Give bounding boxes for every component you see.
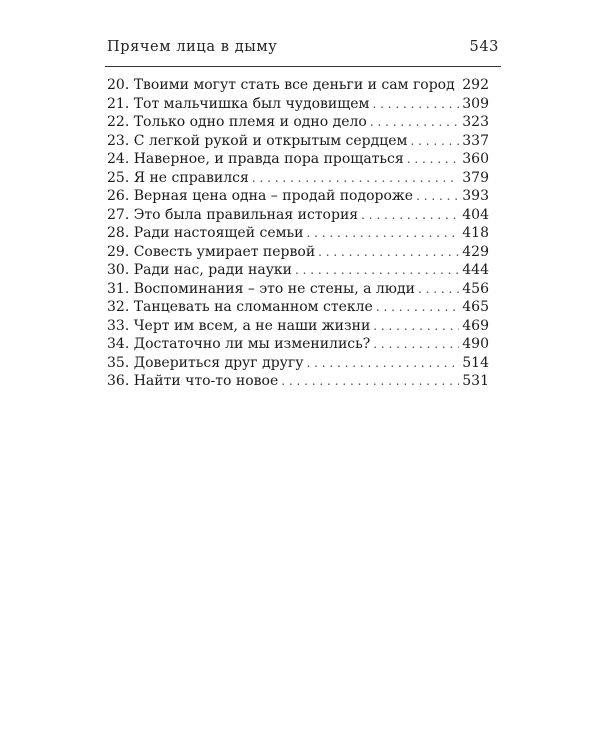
toc-entry	[107, 76, 489, 95]
toc-entry-title: 25. Я не справился	[107, 169, 249, 186]
toc-entry	[107, 187, 489, 206]
toc-entry	[107, 150, 489, 169]
toc-entry-title: 20. Твоими могут стать все деньги и сам город	[107, 77, 455, 93]
toc-entry-title: 22. Только одно племя и одно дело	[107, 114, 367, 130]
toc-entry-title: 32. Танцевать на сломанном стекле	[107, 299, 373, 315]
dot-leader	[376, 298, 459, 317]
toc-entry	[107, 335, 489, 354]
toc-entry-page: 360	[462, 151, 489, 167]
dot-leader	[306, 224, 459, 243]
dot-leader	[318, 243, 459, 262]
toc-entry-title: 30. Ради нас, ради науки	[107, 262, 293, 278]
toc-entry-page: 490	[462, 336, 489, 352]
toc-entry-title: 33. Черт им всем, а не наши жизни	[107, 317, 371, 334]
toc-entry	[107, 95, 489, 114]
toc-entry-title: 35. Довериться друг другу	[107, 354, 304, 371]
toc-entry	[107, 113, 489, 132]
toc-entry-title: 21. Тот мальчишка был чудовищем	[107, 95, 370, 112]
toc-entry	[107, 354, 489, 373]
toc-entry	[107, 261, 489, 280]
toc-entry-page: 404	[462, 206, 489, 223]
toc-entry-title: 23. С легкой рукой и открытым сердцем	[107, 132, 408, 149]
dot-leader	[416, 187, 459, 206]
toc-entry	[107, 372, 489, 391]
toc-entry-page: 429	[462, 243, 489, 260]
dot-leader	[370, 113, 459, 132]
dot-leader	[281, 372, 459, 391]
table-of-contents	[107, 76, 489, 391]
dot-leader	[458, 76, 460, 95]
dot-leader	[361, 206, 459, 225]
dot-leader	[410, 132, 459, 151]
dot-leader	[295, 261, 459, 280]
toc-entry	[107, 206, 489, 225]
running-head	[107, 39, 499, 61]
toc-entry-page: 418	[462, 225, 489, 241]
dot-leader	[418, 280, 459, 299]
toc-entry-page: 514	[462, 354, 489, 371]
dot-leader	[306, 354, 459, 373]
toc-entry	[107, 280, 489, 299]
toc-entry-page: 323	[462, 114, 489, 130]
page-number: 543	[469, 39, 499, 55]
toc-entry-page: 309	[462, 95, 489, 112]
toc-entry	[107, 132, 489, 151]
toc-entry-page: 465	[462, 299, 489, 315]
toc-entry-page: 379	[462, 169, 489, 186]
header-rule	[105, 66, 501, 67]
dot-leader	[407, 150, 460, 169]
toc-entry	[107, 298, 489, 317]
dot-leader	[252, 169, 459, 188]
toc-entry-page: 444	[462, 262, 489, 278]
dot-leader	[372, 95, 459, 114]
toc-entry-page: 456	[462, 280, 489, 297]
toc-entry-page: 292	[462, 77, 489, 93]
toc-entry-page: 531	[462, 373, 489, 389]
toc-entry-title: 27. Это была правильная история	[107, 206, 359, 223]
toc-entry-page: 469	[462, 317, 489, 334]
toc-entry-title: 24. Наверное, и правда пора прощаться	[107, 151, 404, 167]
toc-entry	[107, 169, 489, 188]
toc-entry-title: 34. Достаточно ли мы изменились?	[107, 336, 371, 352]
toc-entry-page: 337	[462, 132, 489, 149]
dot-leader	[373, 317, 459, 336]
toc-entry-page: 393	[462, 188, 489, 204]
toc-entry	[107, 224, 489, 243]
running-title: Прячем лица в дыму	[107, 39, 278, 55]
dot-leader	[373, 335, 459, 354]
toc-entry-title: 31. Воспоминания – это не стены, а люди	[107, 280, 415, 297]
toc-entry	[107, 317, 489, 336]
toc-entry-title: 36. Найти что-то новое	[107, 373, 279, 389]
toc-entry	[107, 243, 489, 262]
toc-entry-title: 26. Верная цена одна – продай подороже	[107, 188, 414, 204]
toc-entry-title: 28. Ради настоящей семьи	[107, 225, 304, 241]
toc-entry-title: 29. Совесть умирает первой	[107, 243, 316, 260]
